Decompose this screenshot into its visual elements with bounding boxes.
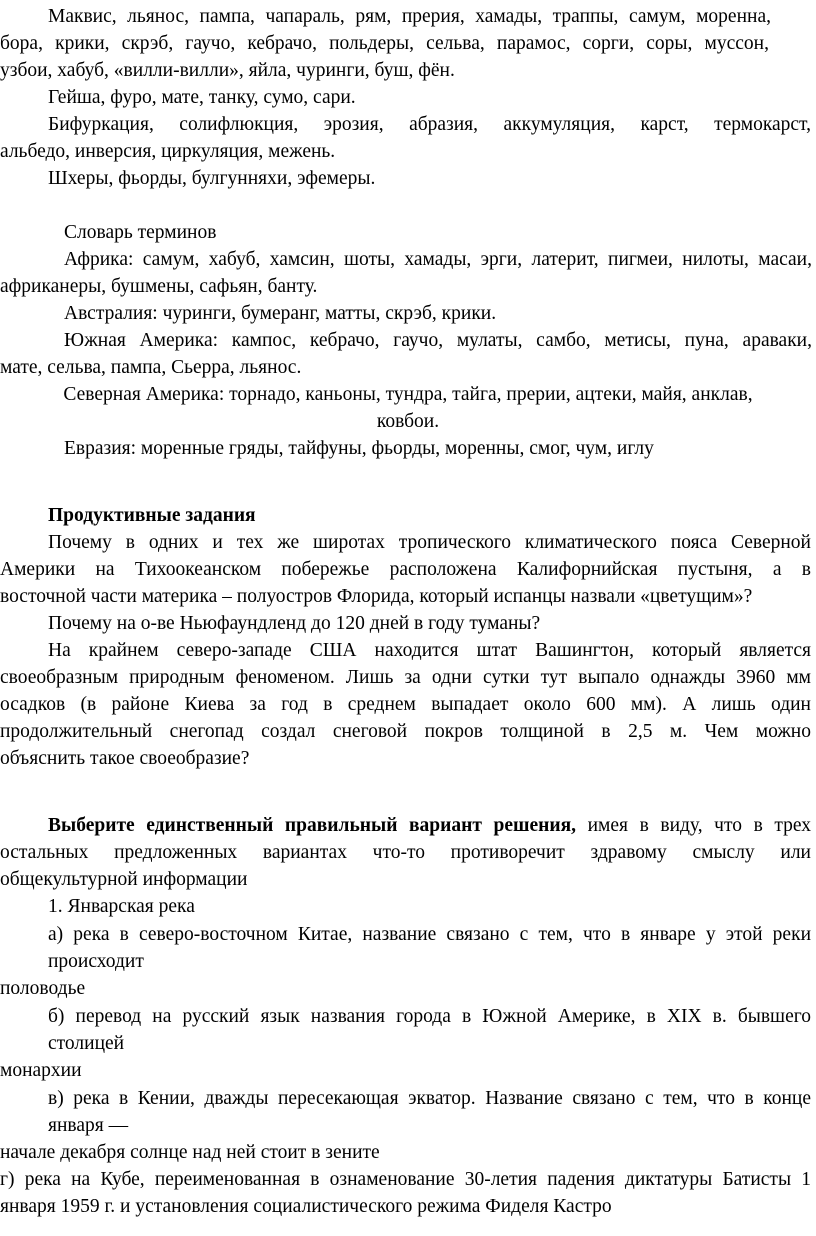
option-c: в) река в Кении, дважды пересекающая экватор. Название связано с тем, что в конце [48,1088,811,1109]
option-a: а) река в северо-восточном Китае, название связано с тем, что в январе у этой реки [48,924,811,945]
terms-line: Гейша, фуро, мате, танку, сумо, сари. [48,87,356,108]
productive-heading: Продуктивные задания [48,505,256,526]
terms-line: альбедо, инверсия, циркуляция, межень. [0,141,336,162]
productive-paragraph-3: На крайнем северо-западе США находится штат Вашингтон, который является [48,640,811,661]
option-b: монархии [0,1060,82,1081]
option-a: половодье [0,978,86,999]
glossary-south-america: Южная Америка: кампос, кебрачо, гаучо, мулаты, самбо, метисы, пуна, араваки, [64,330,812,351]
choose-intro [48,814,811,838]
option-b: б) перевод на русский язык названия города в Южной Америке, в XIX в. бывшего [48,1006,811,1027]
productive-paragraph-3: своеобразным природным феноменом. Лишь за одни сутки тут выпало однажды 3960 мм [0,667,811,688]
glossary-north-america-cont: ковбои. [376,411,440,432]
glossary-title: Словарь терминов [64,222,217,243]
productive-paragraph-3: продолжительный снегопад создал снеговой покров толщиной в 2,5 м. Чем можно [0,721,811,742]
productive-paragraph-1: восточной части материка – полуостров Флорида, который испанцы назвали «цветущим»? [0,586,753,607]
glossary-africa-cont: африканеры, бушмены, сафьян, банту. [0,276,318,297]
choose-intro: общекультурной информации [0,869,248,890]
question-title: 1. Январская река [48,896,195,917]
option-a: происходит [48,951,144,972]
productive-paragraph-1: Почему в одних и тех же широтах тропического климатического пояса Северной [48,532,811,553]
choose-intro-bold: Выберите единственный правильный вариант решения, [48,815,577,836]
terms-line: Шхеры, фьорды, булгунняхи, эфемеры. [48,168,376,189]
terms-line: Бифуркация, солифлюкция, эрозия, абразия, аккумуляция, карст, термокарст, [48,114,811,135]
option-c: января — [48,1115,129,1136]
option-d: г) река на Кубе, переименованная в ознаменование 30-летия падения диктатуры Батисты 1 [0,1169,811,1190]
terms-line: узбои, хабуб, «вилли-вилли», яйла, чуринги, буш, фён. [0,60,455,81]
productive-paragraph-3: осадков (в районе Киева за год в среднем выпадает около 600 мм). А лишь один [0,694,811,715]
option-b: столицей [48,1033,125,1054]
terms-line: Маквис, льянос, пампа, чапараль, рям, прерия, хамады, траппы, самум, моренна, [48,6,771,27]
productive-paragraph-3: объяснить такое своеобразие? [0,748,250,769]
productive-paragraph-2: Почему на о-ве Ньюфаундленд до 120 дней в году туманы? [48,613,541,634]
productive-paragraph-1: Америки на Тихоокеанском побережье расположена Калифорнийская пустыня, а в [0,559,811,580]
option-c: начале декабря солнце над ней стоит в зените [0,1142,380,1163]
glossary-africa: Африка: самум, хабуб, хамсин, шоты, хамады, эрги, латерит, пигмеи, нилоты, масаи, [64,249,812,270]
glossary-eurasia: Евразия: моренные гряды, тайфуны, фьорды, моренны, смог, чум, иглу [64,438,654,459]
choose-intro: остальных предложенных вариантах что-то противоречит здравому смыслу или [0,842,811,863]
option-d: января 1959 г. и установления социалистического режима Фиделя Кастро [0,1196,612,1217]
glossary-australia: Австралия: чуринги, бумеранг, матты, скрэб, крики. [64,303,497,324]
glossary-north-america: Северная Америка: торнадо, каньоны, тундра, тайга, прерии, ацтеки, майя, анклав, [63,384,753,405]
terms-line: бора, крики, скрэб, гаучо, кебрачо, польдеры, сельва, парамос, сорги, соры, муссон, [0,33,769,54]
glossary-south-america-cont: мате, сельва, пампа, Сьерра, льянос. [0,357,302,378]
choose-intro-rest: имея в виду, что в трех [576,815,811,836]
